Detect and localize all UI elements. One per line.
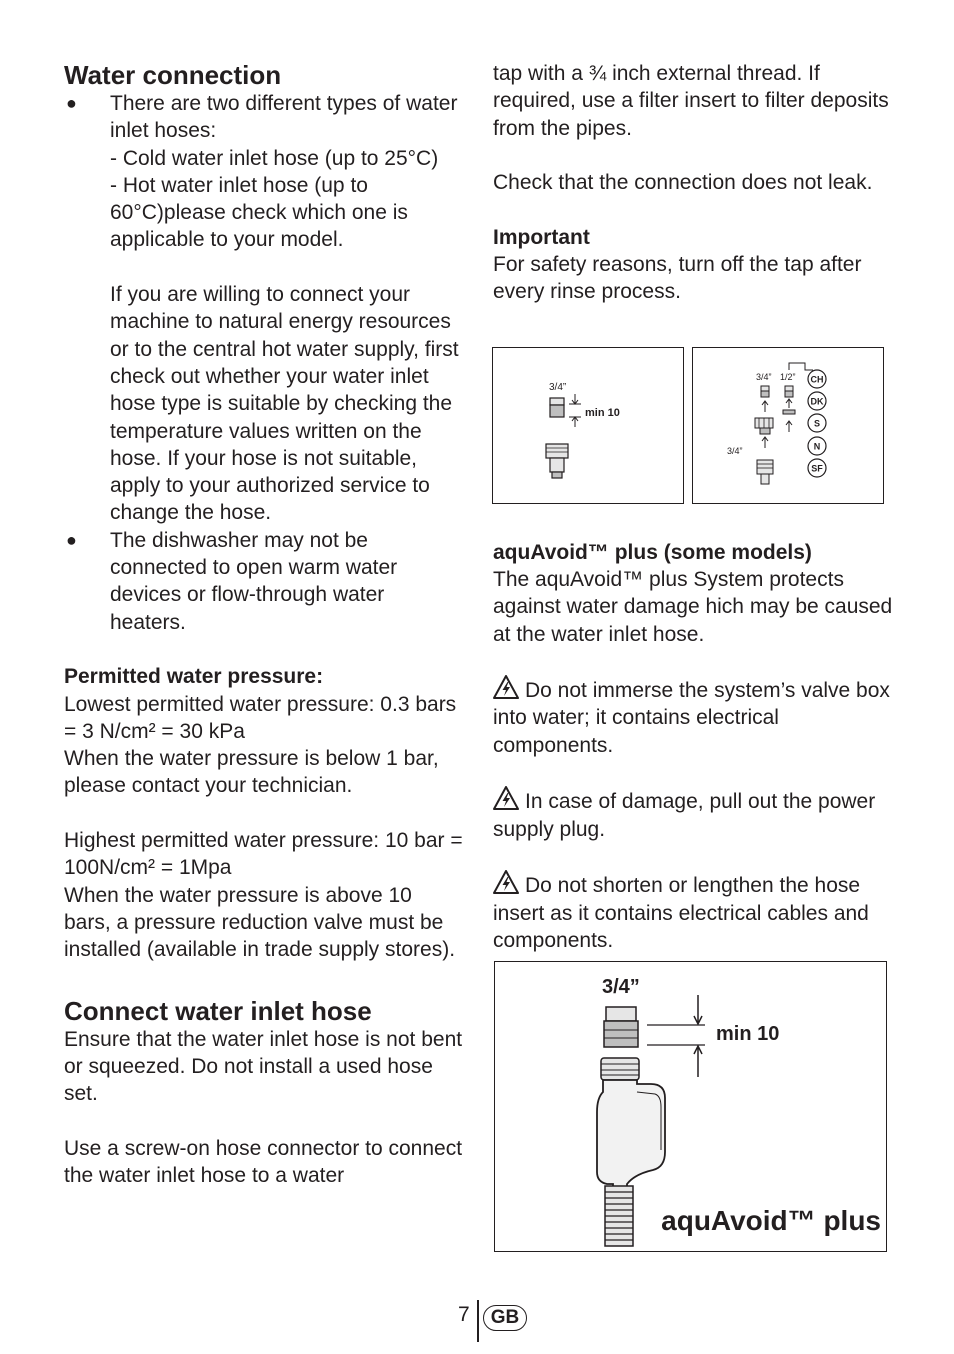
check-leak-text: Check that the connection does not leak. <box>493 171 873 195</box>
thread-label-a: 3/4” <box>756 372 772 382</box>
warning-damage <box>493 786 893 843</box>
footer-divider <box>477 1300 479 1342</box>
warm-water-text: The dishwasher may not be connected to open warm water devices or flow-through water heaters. <box>110 528 398 634</box>
bullet-hose-types <box>64 90 464 527</box>
country-label: N <box>813 441 821 452</box>
thread-label: 3/4” <box>549 382 567 393</box>
warning-immerse <box>493 675 893 759</box>
connect-hose-heading: Connect water inlet hose <box>64 995 372 1026</box>
pressure-heading: Permitted water pressure: <box>64 665 324 689</box>
left-column <box>64 60 464 1189</box>
right-column <box>493 60 893 954</box>
pressure-low-note: When the water pressure is below 1 bar, please contact your technician. <box>64 747 439 798</box>
electrical-warning-icon <box>493 870 519 894</box>
country-adapter-figure <box>692 347 884 504</box>
electrical-warning-icon <box>493 786 519 810</box>
country-label: S <box>813 418 821 429</box>
thread-label-c: 3/4” <box>727 446 743 456</box>
electrical-warning-icon <box>493 675 519 699</box>
pressure-high-text: Highest permitted water pressure: 10 bar = 100N/cm² = 1Mpa <box>64 829 463 880</box>
thread-text: tap with a ¾ inch external thread. If required, use a filter insert to filter deposits from the pipes. <box>493 62 889 140</box>
connect-hose-text: Ensure that the water inlet hose is not bent or squeezed. Do not install a used hose set. <box>64 1027 463 1106</box>
country-label: DK <box>810 396 824 407</box>
min-label: min 10 <box>585 407 620 419</box>
tap-connector-figure <box>492 347 684 504</box>
country-badge-ch <box>808 370 826 388</box>
bullet-warm-water <box>64 527 464 636</box>
country-label: SF <box>811 463 823 474</box>
page-number: 7 <box>458 1303 470 1326</box>
warning-shorten <box>493 870 893 954</box>
thread-label-b: 1/2” <box>780 372 796 382</box>
hose-types-text: There are two different types of water inlet hoses: <box>110 92 458 143</box>
language-badge: GB <box>483 1305 527 1331</box>
country-badge-sf <box>808 459 826 477</box>
aquavoid-figure <box>494 961 887 1252</box>
pressure-low-text: Lowest permitted water pressure: 0.3 bars = 3 N/cm² = 30 kPa <box>64 692 457 743</box>
warning-damage-text: In case of damage, pull out the power supply plug. <box>493 790 876 841</box>
aquavoid-caption: aquAvoid™ plus <box>661 1205 881 1236</box>
natural-energy-text: If you are willing to connect your machine to natural energy resources or to the central hot water supply, first check out whether your water inlet hose type is suitable by checking the temperature values written on the hose. If your hose is not suitable, apply to your authorized service to change the hose. <box>110 283 459 525</box>
thread-label: 3/4” <box>602 976 640 998</box>
warning-shorten-text: Do not shorten or lengthen the hose insert as it contains electrical cables and components. <box>493 874 869 952</box>
country-badge-s <box>808 414 826 432</box>
country-label: CH <box>810 374 824 385</box>
important-heading: Important <box>493 225 590 249</box>
bullet-dot: ● <box>66 93 77 113</box>
pressure-high-note: When the water pressure is above 10 bars, a pressure reduction valve must be installed (available in trade supply stores). <box>64 883 456 962</box>
water-connection-heading: Water connection <box>64 60 282 90</box>
cold-hose-text: - Cold water inlet hose (up to 25°C) <box>110 146 439 170</box>
country-badge-n <box>808 437 826 455</box>
hot-hose-text: - Hot water inlet hose (up to 60°C)please check which one is applicable to your model. <box>110 173 408 252</box>
min-label: min 10 <box>716 1023 780 1045</box>
important-text: For safety reasons, turn off the tap after every rinse process. <box>493 253 862 304</box>
warning-immerse-text: Do not immerse the system’s valve box into water; it contains electrical components. <box>493 679 890 757</box>
country-badge-dk <box>808 392 826 410</box>
aquavoid-heading: aquAvoid™ plus (some models) <box>493 540 812 564</box>
screw-connector-text: Use a screw-on hose connector to connect the water inlet hose to a water <box>64 1136 463 1187</box>
aquavoid-text: The aquAvoid™ plus System protects against water damage hich may be caused at the water inlet hose. <box>493 567 893 646</box>
bullet-dot: ● <box>66 529 77 550</box>
